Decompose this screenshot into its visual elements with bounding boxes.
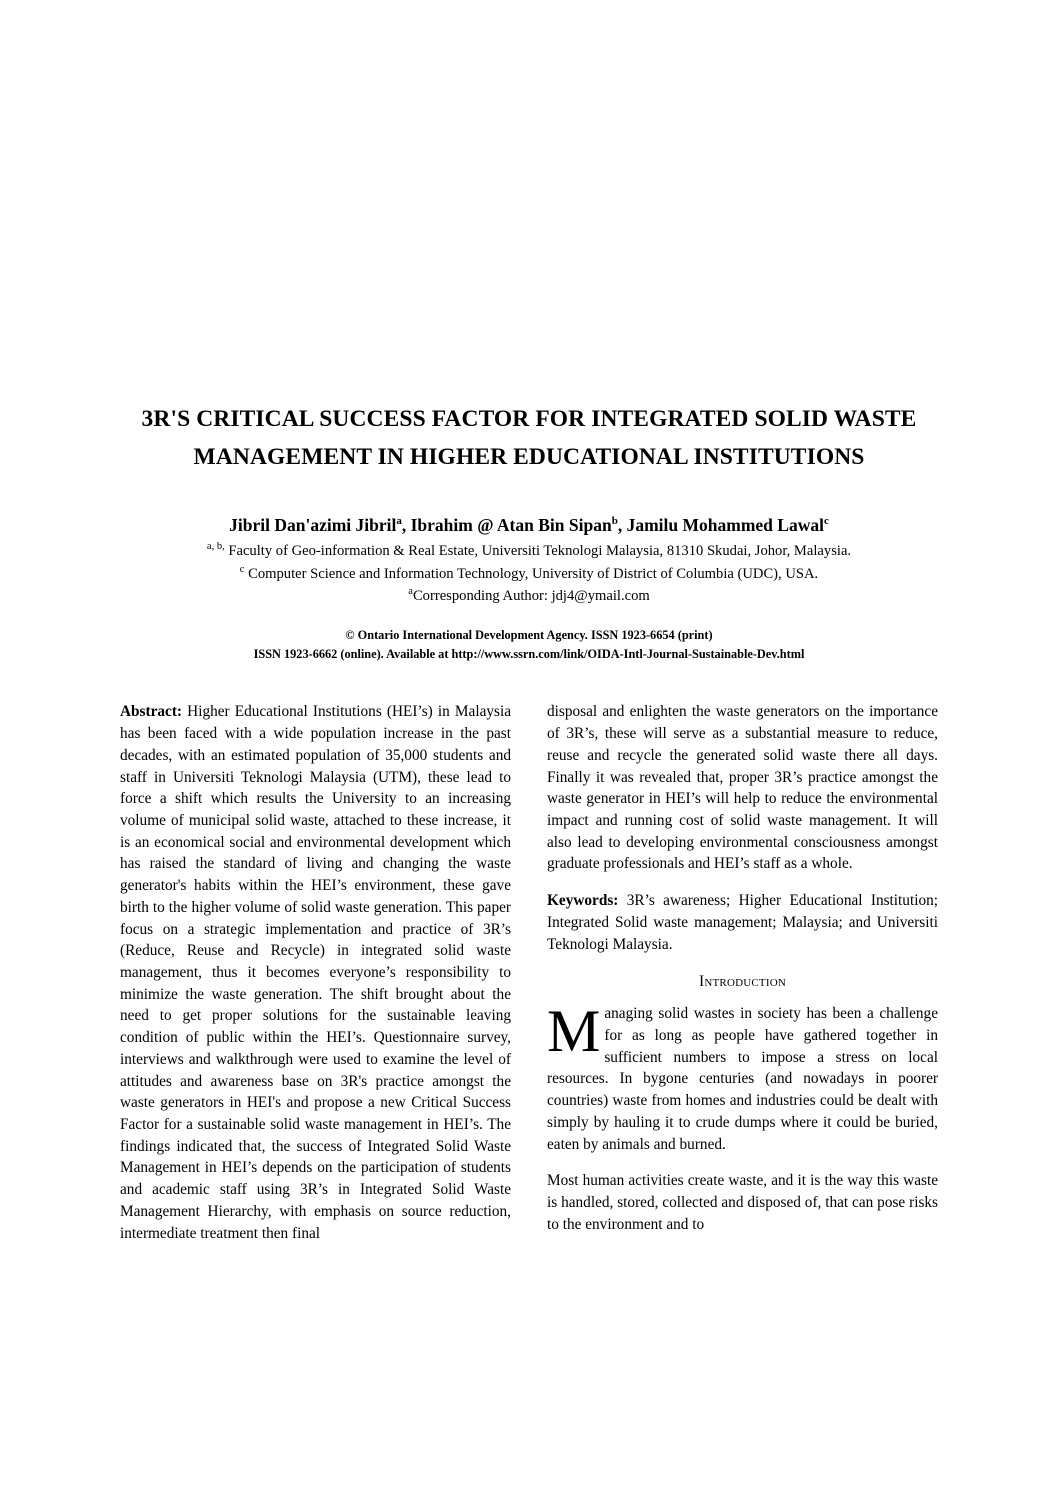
journal-issn-print: © Ontario International Development Agency. ISSN 1923-6654 (print) — [345, 628, 713, 643]
keywords-paragraph — [547, 890, 938, 955]
journal-issn-online: ISSN 1923-6662 (online). Available at http://www.ssrn.com/link/OIDA-Intl-Journal-Sustainable-Dev.html — [253, 646, 805, 661]
author-2-name: Ibrahim @ Atan Bin Sipan — [410, 515, 612, 536]
abstract-label: Abstract: — [120, 703, 183, 721]
authors-line: Jibril Dan'azimi Jibril$^a$, Ibrahim @ Atan Bin Sipan$^b$, Jamilu Mohammed Lawal$^c$ — [229, 515, 829, 536]
affiliation-2-marker: c — [239, 564, 245, 576]
page-title: 3R'S CRITICAL SUCCESS FACTOR FOR INTEGRATED SOLID WASTE MANAGEMENT IN HIGHER EDUCATIONAL INSTITUTIONS — [141, 406, 917, 471]
author-3-name: Jamilu Mohammed Lawal — [626, 515, 824, 536]
corresponding-author — [120, 585, 938, 607]
keywords-label: Keywords: — [547, 892, 619, 910]
introduction-heading: Introduction — [698, 973, 786, 991]
author-2-marker: b — [611, 515, 618, 528]
column-left — [120, 701, 511, 1259]
affiliation-2 — [120, 563, 938, 585]
title-block — [120, 0, 938, 663]
affiliation-2-text: Computer Science and Information Technology, University of District of Columbia (UDC), USA. — [248, 566, 819, 583]
author-3-marker: c — [823, 515, 829, 528]
column-right — [547, 701, 938, 1259]
abstract-continued-text: disposal and enlighten the waste generators on the importance of 3R’s, these will serve as a substantial measure to reduce, reuse and recycle the generated solid waste there all days. Finally it was revealed that, proper 3R’s practice amongst the waste generator in HEI’s will help to reduce the environmental impact and running cost of solid waste management. It will also lead to developing environmental consciousness amongst graduate professionals and HEI’s staff as a whole. — [547, 703, 938, 873]
drop-cap: M — [547, 998, 601, 1065]
affiliation-1 — [120, 540, 938, 562]
keywords-text: 3R’s awareness; Higher Educational Institution; Integrated Solid waste management; Malaysia; and Universiti Teknologi Malaysia. — [547, 892, 938, 953]
affiliation-1-marker: a, b, — [206, 540, 225, 552]
abstract-continued — [547, 701, 938, 875]
corresponding-marker: a — [408, 585, 413, 597]
journal-info — [120, 626, 938, 663]
introduction-paragraph-1-text: anaging solid wastes in society has been a challenge for as long as people have gathered together in sufficient numbers to impose a stress on local resources. In bygone centuries (and nowadays in poorer countries) waste from homes and industries could be dealt with simply by hauling it to crude dumps where it could be buried, eaten by animals and burned. — [547, 1005, 938, 1153]
body-columns — [120, 701, 938, 1259]
introduction-paragraph-1 — [547, 998, 938, 1155]
abstract-paragraph — [120, 701, 511, 1244]
abstract-text: Higher Educational Institutions (HEI’s) in Malaysia has been faced with a wide population increase in the past decades, with an estimated population of 35,000 students and staff in Universiti Teknologi Malaysia (UTM), these lead to force a shift which results the University to an increasing volume of municipal solid waste, attached to these increase, it is an economical social and environmental development which has raised the standard of living and changing the waste generator's habits within the HEI’s environment, these gave birth to the higher volume of solid waste generation. This paper focus on a strategic implementation and practice of 3R’s (Reduce, Reuse and Recycle) in integrated solid waste management, thus it becomes everyone’s responsibility to minimize the waste generation. The shift brought about the need to get proper solutions for the sustainable leaving condition of public within the HEI’s. Questionnaire survey, interviews and walkthrough were used to examine the level of attitudes and awareness base on 3R's practice amongst the waste generators in HEI's and propose a new Critical Success Factor for a sustainable solid waste management in HEI’s. The findings indicated that, the success of Integrated Solid Waste Management in HEI’s depends on the participation of students and academic staff using 3R’s in Integrated Solid Waste Management Hierarchy, with emphasis on source reduction, intermediate treatment then final — [120, 703, 511, 1242]
author-1-marker: a — [396, 515, 402, 528]
affiliation-1-text: Faculty of Geo-information & Real Estate, Universiti Teknologi Malaysia, 81310 Skudai, Johor, Malaysia. — [228, 542, 852, 559]
introduction-paragraph-2: Most human activities create waste, and it is the way this waste is handled, stored, collected and disposed of, that can pose risks to the environment and to — [547, 1172, 938, 1233]
corresponding-text: Corresponding Author: jdj4@ymail.com — [412, 587, 650, 604]
author-1-name: Jibril Dan'azimi Jibril — [229, 515, 397, 536]
